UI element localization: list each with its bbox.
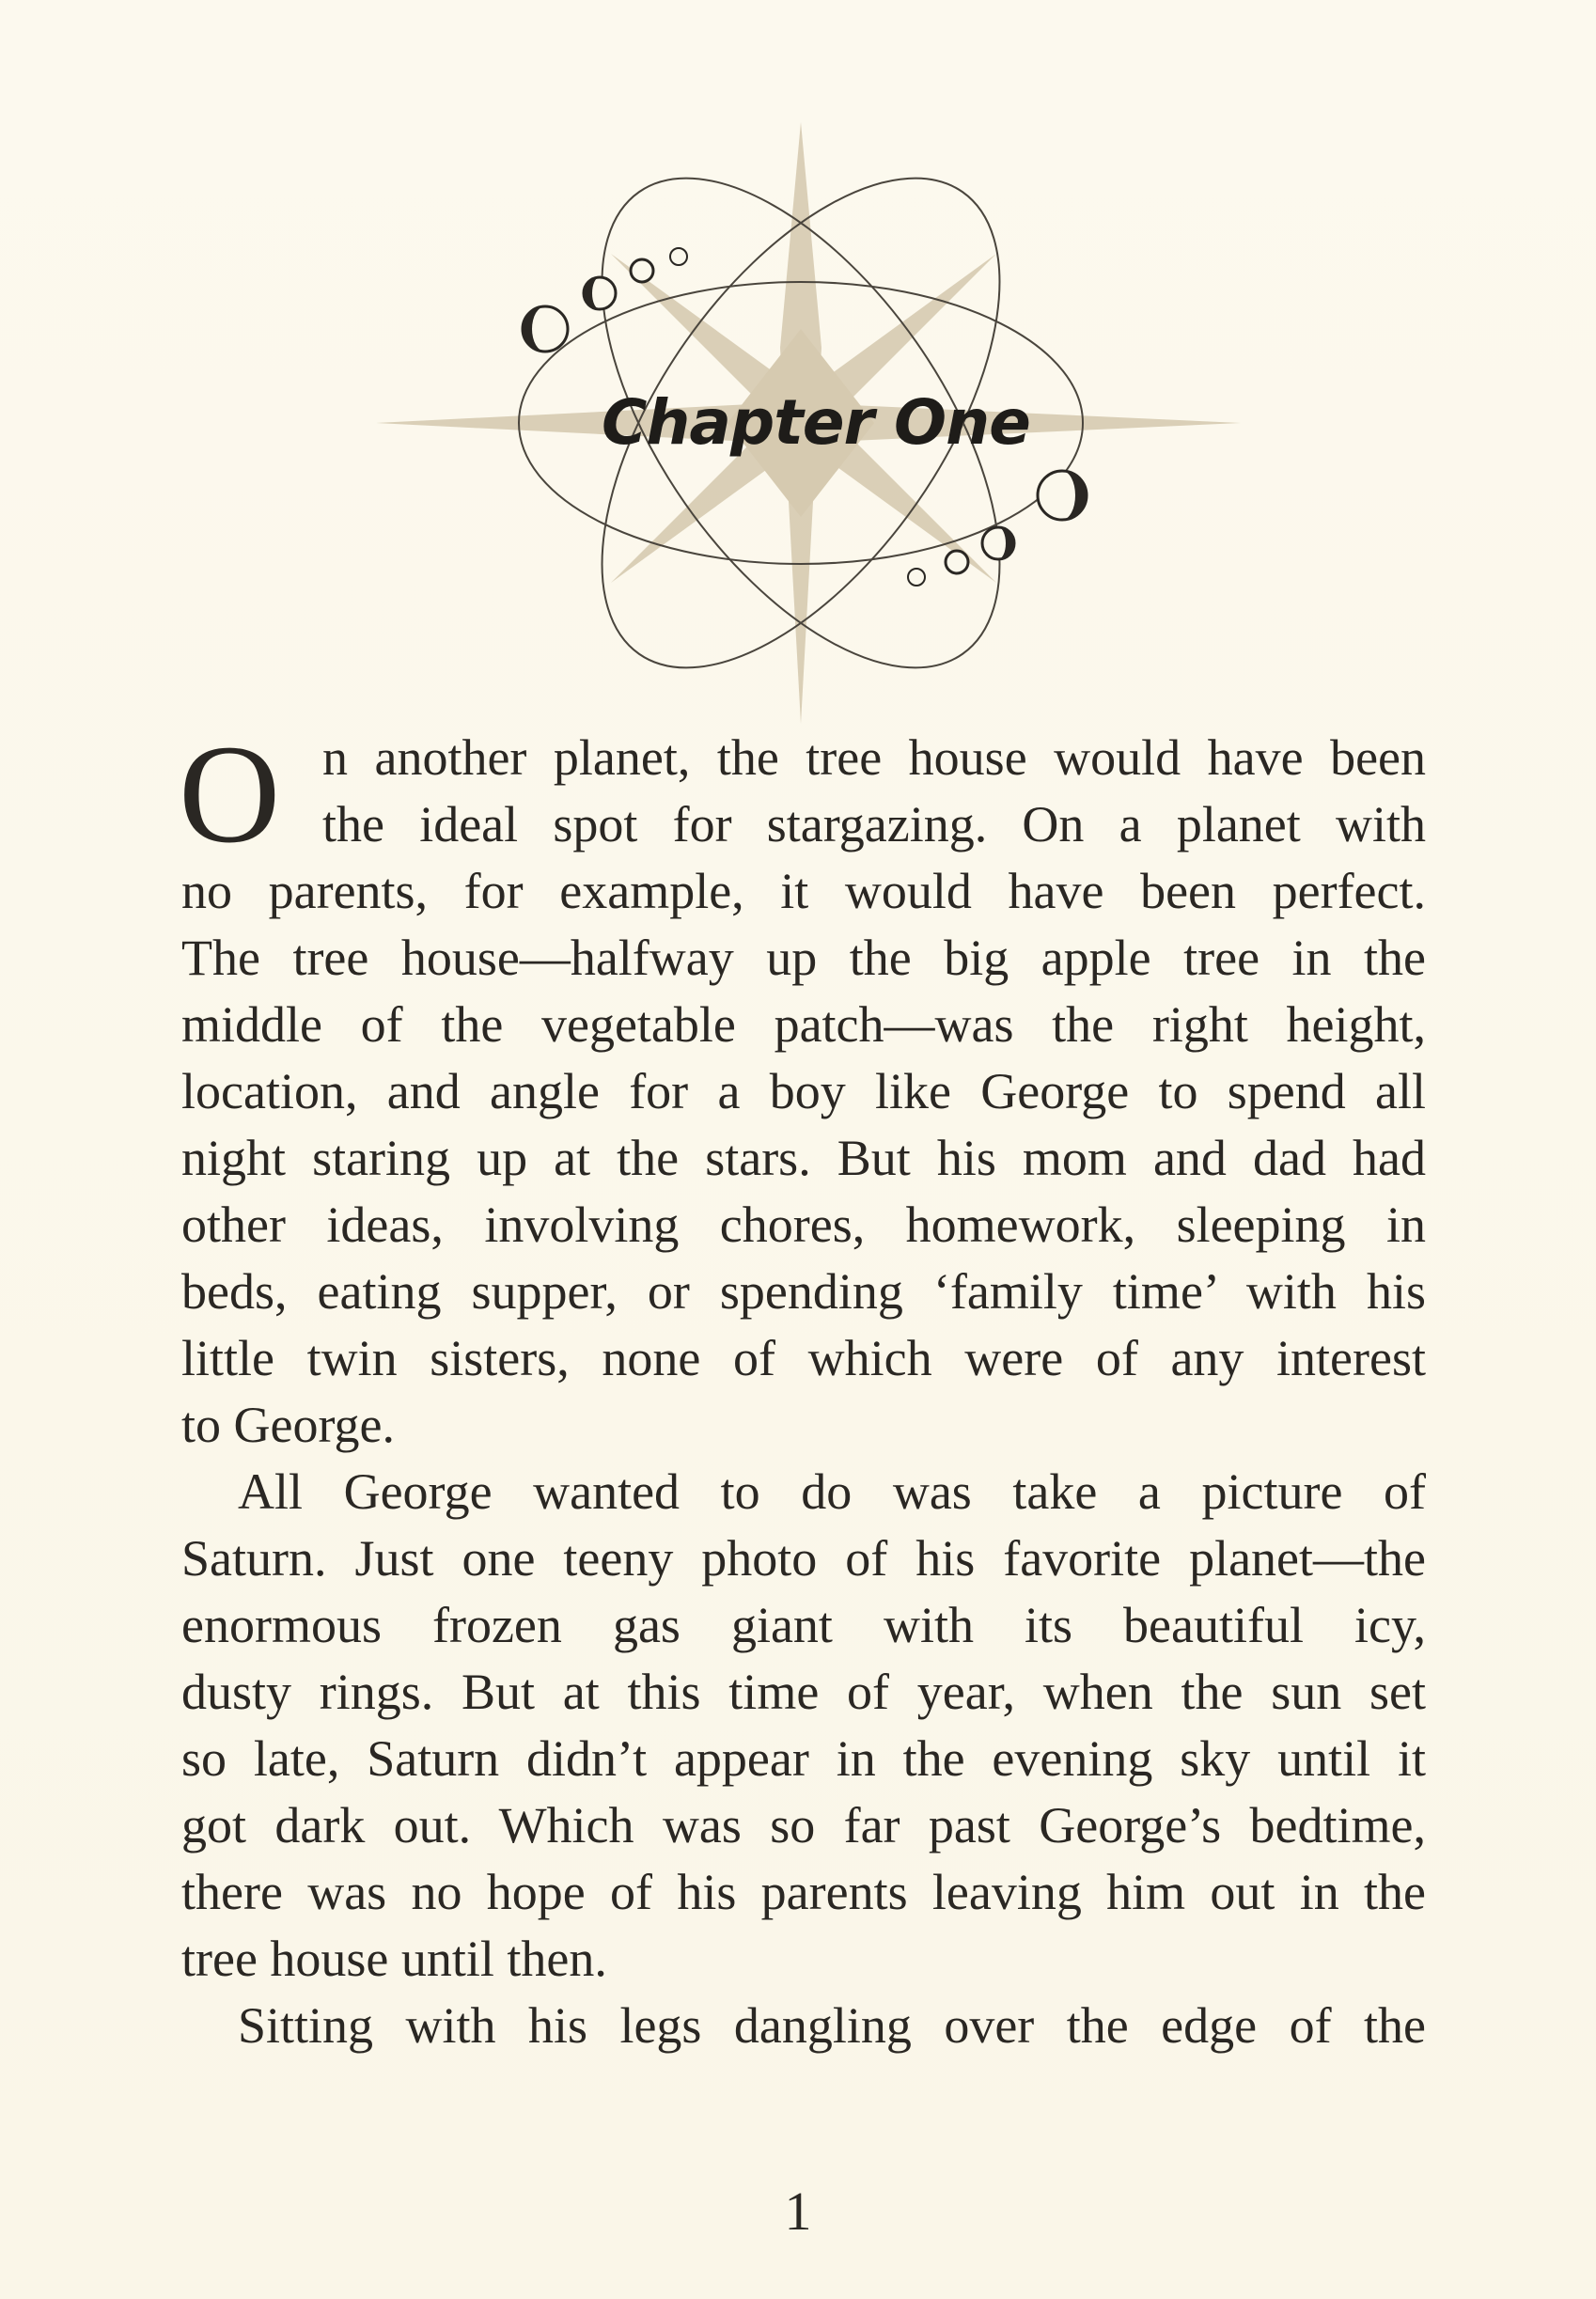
drop-cap: O: [179, 716, 281, 872]
text-line: [181, 1859, 1426, 1926]
text-line: [181, 1192, 1426, 1259]
text-line: [181, 791, 1426, 858]
line-text: enormous frozen gas giant with its beautiful icy,: [181, 1597, 1426, 1653]
text-line: [181, 1993, 1426, 2059]
line-text: no parents, for example, it would have been perfect.: [181, 863, 1426, 919]
text-line: [181, 1392, 1426, 1459]
page-number: 1: [784, 2181, 812, 2242]
line-text: All George wanted to do was take a picture of: [238, 1463, 1426, 1520]
line-text: location, and angle for a boy like George to spend all: [181, 1063, 1426, 1119]
line-text: n another planet, the tree house would have been: [322, 729, 1426, 786]
line-text: there was no hope of his parents leaving him out in the: [181, 1864, 1426, 1920]
text-line: [181, 992, 1426, 1058]
text-line: [181, 1592, 1426, 1659]
moon-phase-icon: [670, 248, 687, 265]
moon-phase-icon: [908, 569, 925, 586]
line-text: The tree house—halfway up the big apple tree in the: [181, 930, 1426, 986]
line-text: the ideal spot for stargazing. On a planet with: [322, 796, 1426, 852]
line-text: other ideas, involving chores, homework, sleeping in: [181, 1196, 1426, 1253]
line-text: to George.: [181, 1397, 395, 1453]
text-line: [181, 1325, 1426, 1392]
line-text: beds, eating supper, or spending ‘family time’ with his: [181, 1263, 1426, 1320]
line-text: tree house until then.: [181, 1931, 607, 1987]
text-line: [181, 725, 1426, 791]
line-text: dusty rings. But at this time of year, when the sun set: [181, 1664, 1426, 1720]
text-line: [181, 1926, 1426, 1993]
text-line: [181, 1125, 1426, 1192]
text-line: [181, 925, 1426, 992]
text-line: [181, 1659, 1426, 1726]
line-text: middle of the vegetable patch—was the right height,: [181, 996, 1426, 1053]
text-line: [181, 858, 1426, 925]
text-line: [181, 1792, 1426, 1859]
line-text: little twin sisters, none of which were of any interest: [181, 1330, 1426, 1386]
moon-phase-icon: [631, 259, 653, 282]
line-text: got dark out. Which was so far past George’s bedtime,: [181, 1797, 1426, 1853]
line-text: so late, Saturn didn’t appear in the evening sky until it: [181, 1730, 1426, 1787]
line-text: night staring up at the stars. But his mom and dad had: [181, 1130, 1426, 1186]
text-line: [181, 1726, 1426, 1792]
body-text: [179, 716, 1426, 2059]
text-line: [181, 1259, 1426, 1325]
moon-phase-icon: [946, 551, 968, 573]
line-text: Saturn. Just one teeny photo of his favorite planet—the: [181, 1530, 1426, 1587]
text-line: [181, 1058, 1426, 1125]
text-line: [181, 1459, 1426, 1525]
text-line: [181, 1525, 1426, 1592]
line-text: Sitting with his legs dangling over the edge of the: [238, 1997, 1426, 2054]
chapter-title: Chapter One: [602, 386, 1030, 459]
